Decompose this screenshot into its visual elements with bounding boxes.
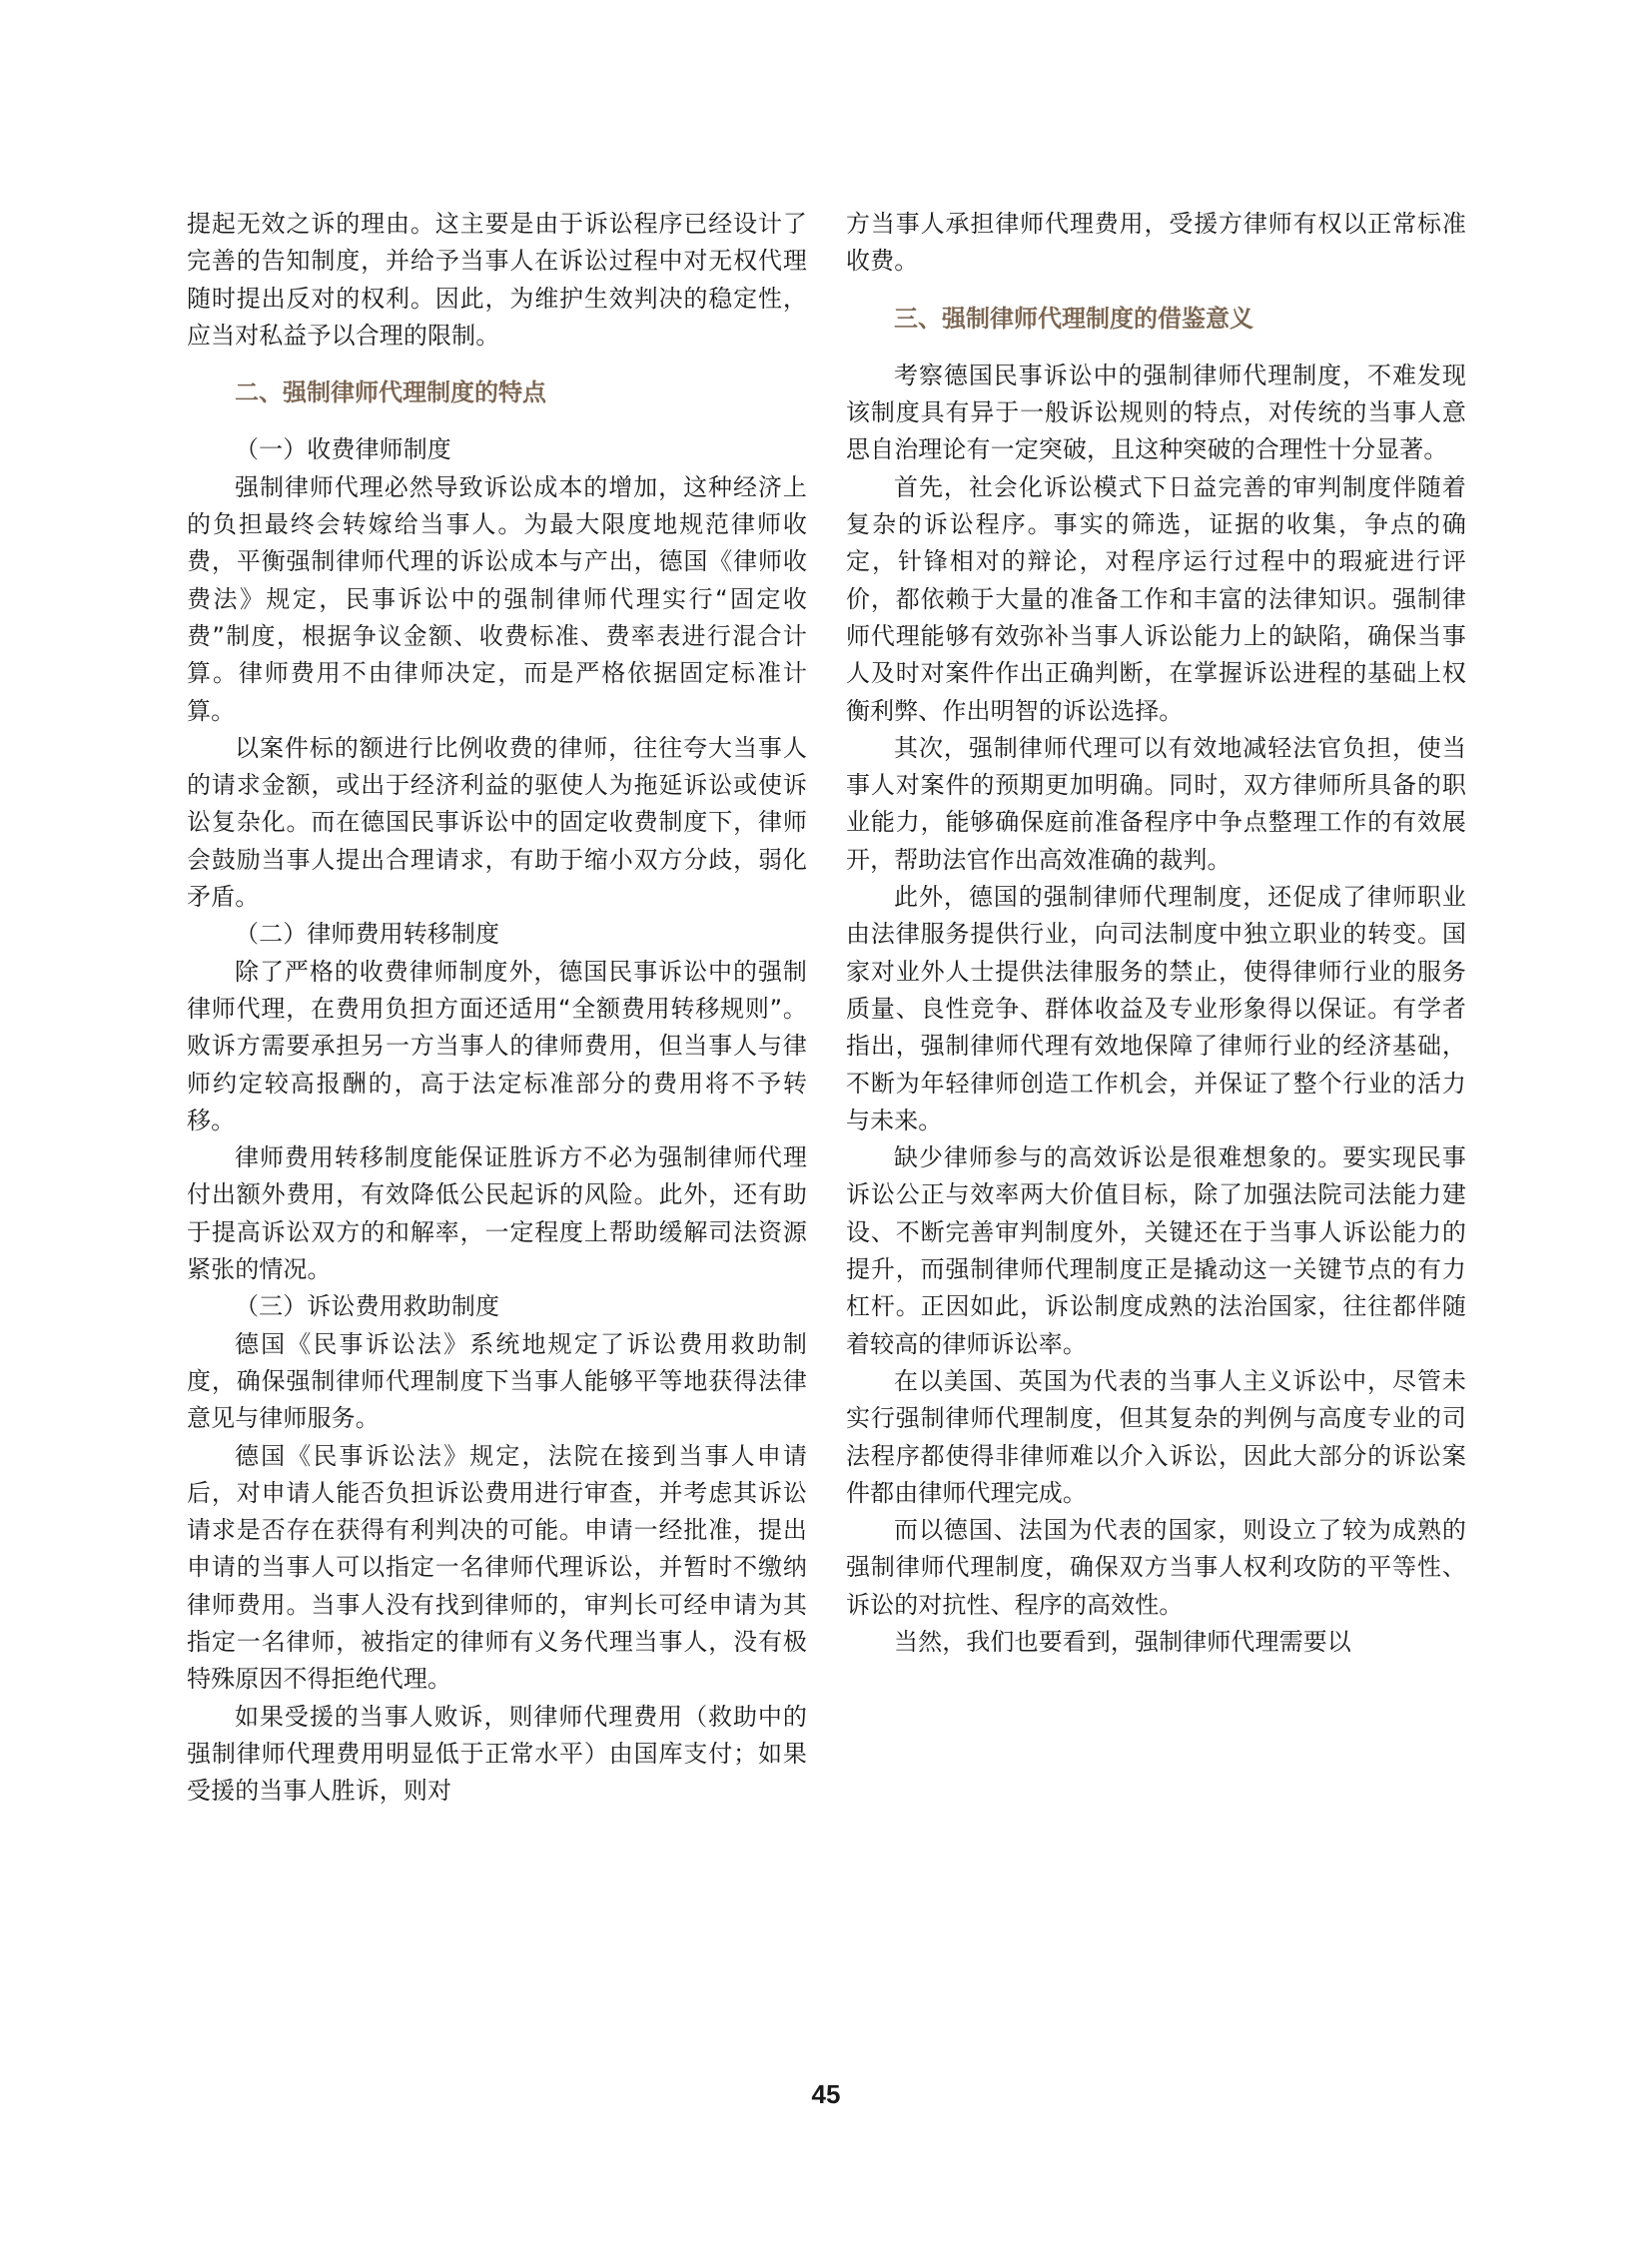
section-heading: 三、强制律师代理制度的借鉴意义: [894, 304, 1253, 333]
paragraph: 考察德国民事诉讼中的强制律师代理制度，不难发现该制度具有异于一般诉讼规则的特点，对传统的当事人意思自治理论有一定突破，且这种突破的合理性十分显著。: [846, 361, 1466, 464]
page-number: 45: [811, 2079, 841, 2109]
paragraph-continued: 提起无效之诉的理由。这主要是由于诉讼程序已经设计了完善的告知制度，并给予当事人在诉讼过程中对无权代理随时提出反对的权利。因此，为维护生效判决的稳定性，应当对私益予以合理的限制。: [187, 210, 807, 350]
paragraph: 除了严格的收费律师制度外，德国民事诉讼中的强制律师代理，在费用负担方面还适用“全额费用转移规则”。败诉方需要承担另一方当事人的律师费用，但当事人与律师约定较高报酬的，高于法定标准部分的费用将不予转移。: [187, 957, 807, 1134]
paragraph: 其次，强制律师代理可以有效地减轻法官负担，使当事人对案件的预期更加明确。同时，双方律师所具备的职业能力，能够确保庭前准备程序中争点整理工作的有效展开，帮助法官作出高效准确的裁判。: [846, 733, 1466, 874]
paragraph: 缺少律师参与的高效诉讼是很难想象的。要实现民事诉讼公正与效率两大价值目标，除了加强法院司法能力建设、不断完善审判制度外，关键还在于当事人诉讼能力的提升，而强制律师代理制度正是撬动这一关键节点的有力杠杆。正因如此，诉讼制度成熟的法治国家，往往都伴随着较高的律师诉讼率。: [846, 1143, 1466, 1358]
subsection-heading: （二）律师费用转移制度: [235, 920, 500, 949]
paragraph: 德国《民事诉讼法》系统地规定了诉讼费用救助制度，确保强制律师代理制度下当事人能够平等地获得法律意见与律师服务。: [187, 1329, 807, 1433]
left-column: [187, 206, 807, 1810]
subsection-heading: （三）诉讼费用救助制度: [235, 1292, 500, 1321]
section-heading: 二、强制律师代理制度的特点: [235, 378, 546, 407]
paragraph: 此外，德国的强制律师代理制度，还促成了律师职业由法律服务提供行业，向司法制度中独立职业的转变。国家对业外人士提供法律服务的禁止，使得律师行业的服务质量、良性竞争、群体收益及专业形象得以保证。有学者指出，强制律师代理有效地保障了律师行业的经济基础，不断为年轻律师创造工作机会，并保证了整个行业的活力与未来。: [846, 883, 1466, 1134]
paragraph: 而以德国、法国为代表的国家，则设立了较为成熟的强制律师代理制度，确保双方当事人权利攻防的平等性、诉讼的对抗性、程序的高效性。: [846, 1516, 1466, 1619]
paragraph: 以案件标的额进行比例收费的律师，往往夸大当事人的请求金额，或出于经济利益的驱使人为拖延诉讼或使诉讼复杂化。而在德国民事诉讼中的固定收费制度下，律师会鼓励当事人提出合理请求，有助于缩小双方分歧，弱化矛盾。: [187, 733, 807, 912]
paragraph: 律师费用转移制度能保证胜诉方不必为强制律师代理付出额外费用，有效降低公民起诉的风险。此外，还有助于提高诉讼双方的和解率，一定程度上帮助缓解司法资源紧张的情况。: [187, 1143, 807, 1284]
paragraph: 强制律师代理必然导致诉讼成本的增加，这种经济上的负担最终会转嫁给当事人。为最大限度地规范律师收费，平衡强制律师代理的诉讼成本与产出，德国《律师收费法》规定，民事诉讼中的强制律师代理实行“固定收费”制度，根据争议金额、收费标准、费率表进行混合计算。律师费用不由律师决定，而是严格依据固定标准计算。: [187, 472, 807, 725]
subsection-heading: （一）收费律师制度: [235, 435, 451, 464]
right-column: [846, 206, 1466, 1661]
paragraph: 德国《民事诉讼法》规定，法院在接到当事人申请后，对申请人能否负担诉讼费用进行审查，并考虑其诉讼请求是否存在获得有利判决的可能。申请一经批准，提出申请的当事人可以指定一名律师代理诉讼，并暂时不缴纳律师费用。当事人没有找到律师的，审判长可经申请为其指定一名律师，被指定的律师有义务代理当事人，没有极特殊原因不得拒绝代理。: [187, 1441, 807, 1694]
paragraph: 如果受援的当事人败诉，则律师代理费用（救助中的强制律师代理费用明显低于正常水平）由国库支付；如果受援的当事人胜诉，则对: [187, 1702, 807, 1806]
paragraph-continued: 方当事人承担律师代理费用，受援方律师有权以正常标准收费。: [846, 210, 1466, 276]
paragraph: 当然，我们也要看到，强制律师代理需要以: [894, 1627, 1351, 1656]
paragraph: 在以美国、英国为代表的当事人主义诉讼中，尽管未实行强制律师代理制度，但其复杂的判例与高度专业的司法程序都使得非律师难以介入诉讼，因此大部分的诉讼案件都由律师代理完成。: [846, 1366, 1466, 1507]
paragraph: 首先，社会化诉讼模式下日益完善的审判制度伴随着复杂的诉讼程序。事实的筛选，证据的收集，争点的确定，针锋相对的辩论，对程序运行过程中的瑕疵进行评价，都依赖于大量的准备工作和丰富的法律知识。强制律师代理能够有效弥补当事人诉讼能力上的缺陷，确保当事人及时对案件作出正确判断，在掌握诉讼进程的基础上权衡利弊、作出明智的诉讼选择。: [846, 472, 1466, 725]
